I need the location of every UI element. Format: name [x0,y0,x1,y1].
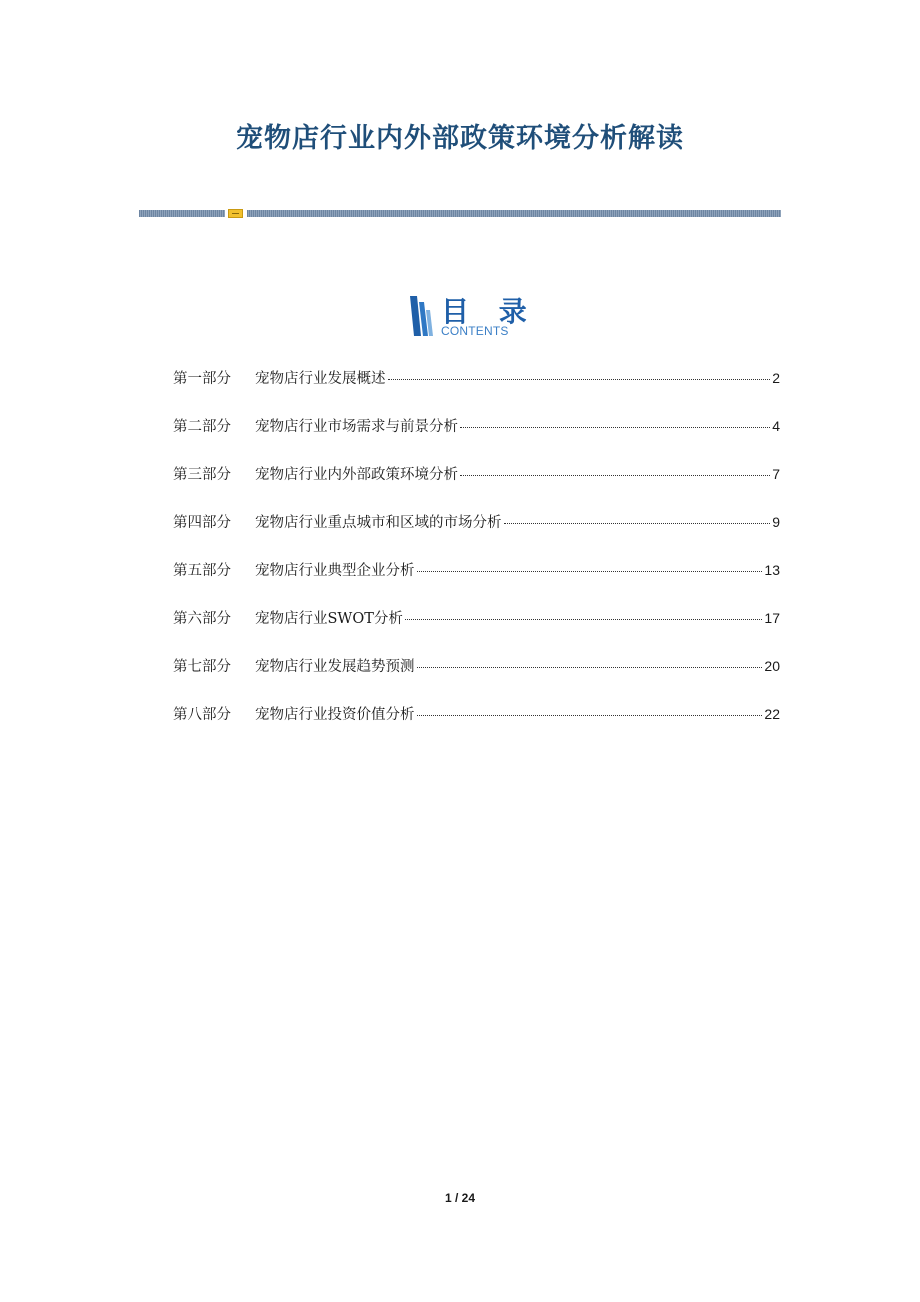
toc-entry-leader [388,379,771,380]
toc-entry-title: 宠物店行业SWOT分析 [255,611,403,627]
toc-entry[interactable] [173,607,780,655]
toc-entry[interactable] [173,367,780,415]
toc-entry-page: 7 [772,466,780,482]
toc-list [173,367,780,751]
toc-entry-title: 宠物店行业重点城市和区域的市场分析 [255,515,502,531]
document-title: 宠物店行业内外部政策环境分析解读 [236,123,684,154]
toc-entry-part: 第六部分 [173,611,231,627]
toc-entry-leader [417,571,763,572]
toc-entry-part: 第三部分 [173,467,231,483]
page-indicator: 1 / 24 [444,1191,476,1205]
toc-entry-title: 宠物店行业发展趋势预测 [255,659,415,675]
envelope-badge-icon [228,209,243,218]
toc-entry-part: 第二部分 [173,419,231,435]
divider-right-segment [247,210,781,217]
toc-entry-leader [405,619,763,620]
toc-entry-leader [417,667,763,668]
toc-entry-page: 9 [772,514,780,530]
toc-entry-leader [460,427,770,428]
toc-entry-part: 第四部分 [173,515,231,531]
toc-entry-title: 宠物店行业市场需求与前景分析 [255,419,458,435]
toc-entry-page: 17 [764,610,780,626]
title-divider [139,209,781,218]
toc-entry-part: 第五部分 [173,563,231,579]
toc-heading: 目 录 [441,295,537,328]
toc-entry[interactable] [173,415,780,463]
toc-subheading: CONTENTS [441,324,509,338]
toc-entry-part: 第八部分 [173,707,231,723]
toc-entry-page: 22 [764,706,780,722]
toc-entry-title: 宠物店行业发展概述 [255,371,386,387]
toc-entry-page: 20 [764,658,780,674]
toc-entry[interactable] [173,559,780,607]
toc-entry-title: 宠物店行业典型企业分析 [255,563,415,579]
blue-slash-bars-icon [408,296,434,336]
toc-entry-part: 第一部分 [173,371,231,387]
toc-entry-leader [417,715,763,716]
toc-entry-page: 4 [772,418,780,434]
toc-entry-title: 宠物店行业投资价值分析 [255,707,415,723]
toc-entry-leader [504,523,771,524]
toc-entry-part: 第七部分 [173,659,231,675]
toc-entry[interactable] [173,703,780,751]
toc-entry[interactable] [173,463,780,511]
toc-entry[interactable] [173,511,780,559]
toc-entry-page: 13 [764,562,780,578]
toc-entry-leader [460,475,770,476]
toc-entry[interactable] [173,655,780,703]
toc-header [408,294,537,340]
divider-left-segment [139,210,225,217]
toc-entry-title: 宠物店行业内外部政策环境分析 [255,467,458,483]
toc-entry-page: 2 [772,370,780,386]
